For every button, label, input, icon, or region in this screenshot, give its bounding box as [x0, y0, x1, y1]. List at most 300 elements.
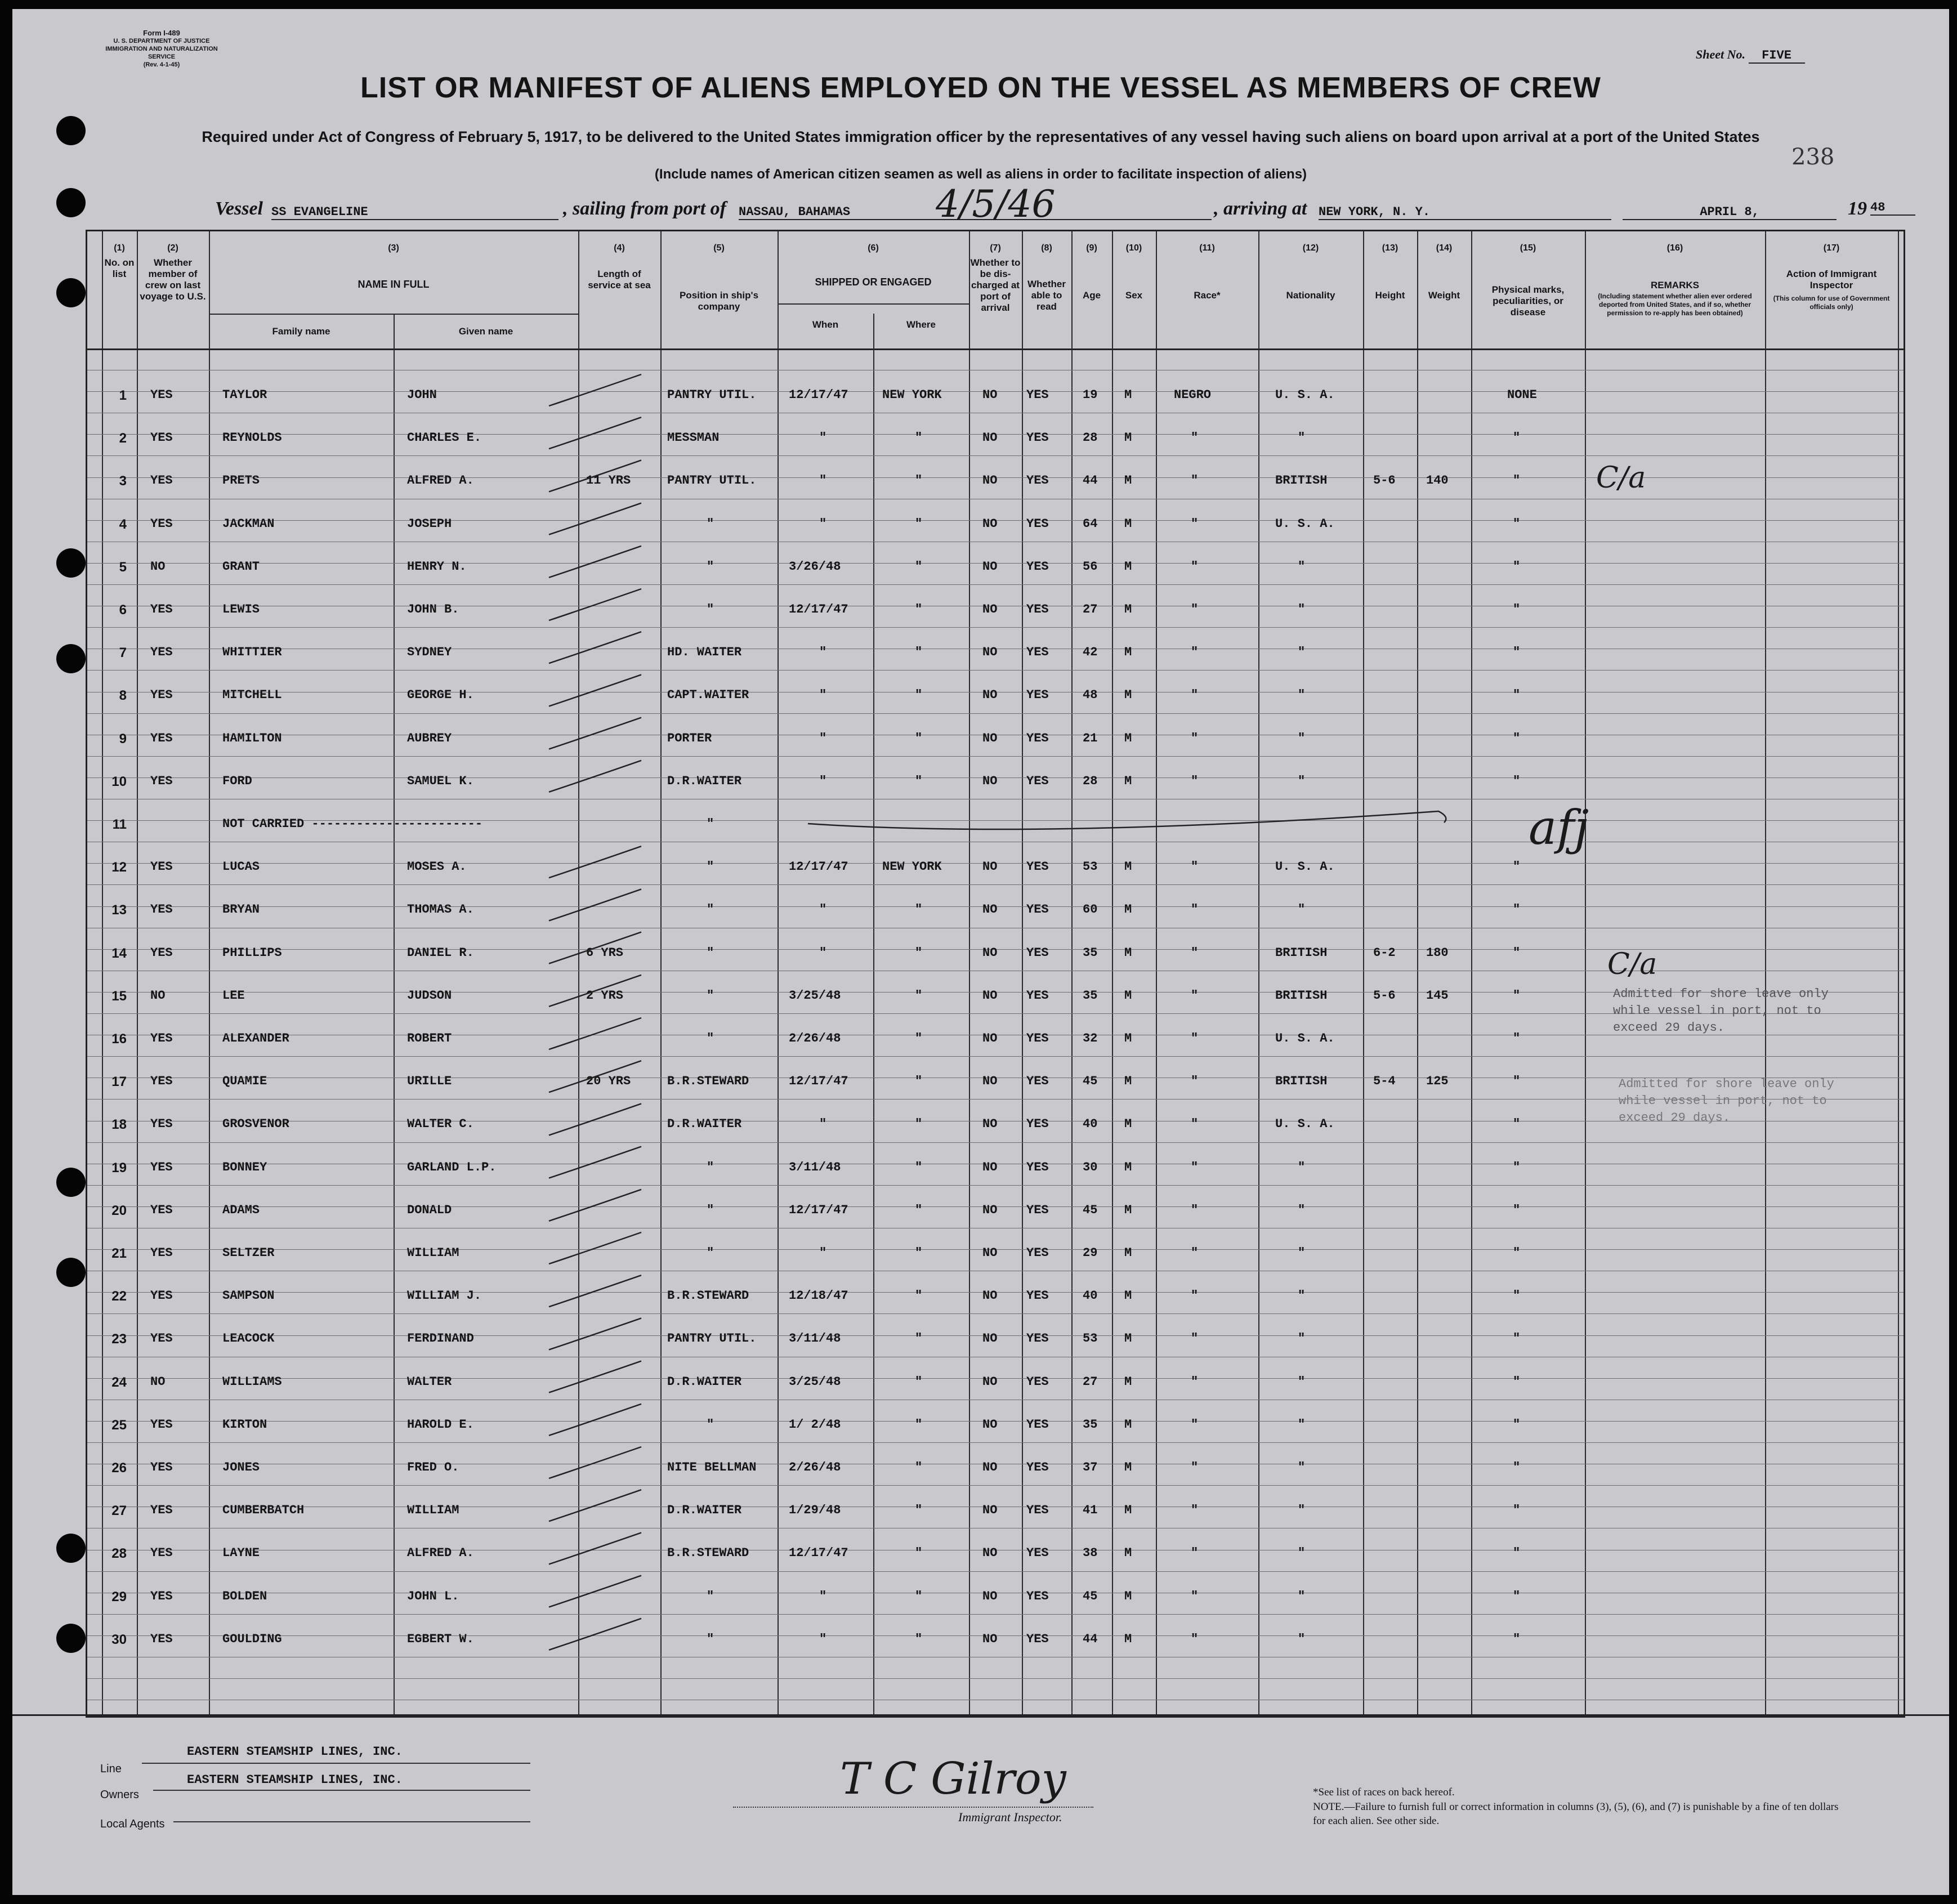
handwritten-ca-mark: C/a — [1596, 461, 1646, 495]
col-8-label: Whether able to read — [1027, 279, 1066, 312]
cell-crew: YES — [150, 902, 173, 917]
cell-crew: YES — [150, 1074, 173, 1089]
cell-where: NEW YORK — [882, 860, 942, 874]
cell-where: " — [915, 1117, 923, 1132]
cell-no: 29 — [111, 1589, 127, 1604]
cell-position: " — [707, 860, 714, 874]
cell-given: FRED O. — [407, 1460, 459, 1474]
cell-position: " — [707, 1203, 714, 1217]
handwritten-initials: afj — [1529, 800, 1589, 855]
not-carried-strike — [808, 811, 1446, 829]
cell-age: 28 — [1083, 774, 1098, 788]
cell-sex: M — [1124, 1160, 1132, 1174]
punch-hole — [56, 1258, 86, 1287]
col-17-number: (17) — [1823, 243, 1840, 253]
cell-race: " — [1191, 731, 1199, 745]
cell-sex: M — [1124, 431, 1132, 445]
cell-when: 12/17/47 — [789, 602, 848, 616]
cell-disch: NO — [982, 902, 998, 917]
col-16-number: (16) — [1666, 243, 1683, 253]
cell-disch: NO — [982, 473, 998, 488]
cell-family: SELTZER — [222, 1246, 275, 1260]
cell-age: 44 — [1083, 473, 1098, 488]
cell-nationality: " — [1298, 902, 1306, 917]
cell-where: " — [915, 731, 923, 745]
cell-family: GOULDING — [222, 1632, 282, 1646]
cell-nationality: " — [1298, 688, 1306, 703]
cell-position: " — [707, 945, 714, 960]
cell-where: " — [915, 645, 923, 660]
col-13-number: (13) — [1382, 243, 1399, 253]
cell-when: " — [819, 431, 827, 445]
service-tick — [549, 417, 641, 449]
cell-read: YES — [1026, 731, 1049, 745]
cell-position: " — [707, 1246, 714, 1260]
col-14-number: (14) — [1436, 243, 1453, 253]
year-prefix: 19 — [1848, 198, 1867, 219]
col-8-number: (8) — [1041, 243, 1052, 253]
cell-where: " — [915, 473, 923, 488]
cell-age: 40 — [1083, 1117, 1098, 1132]
cell-read: YES — [1026, 1289, 1049, 1303]
document-title: LIST OR MANIFEST OF ALIENS EMPLOYED ON THE VESSEL AS MEMBERS OF CREW — [360, 71, 1601, 104]
cell-when: 3/25/48 — [789, 1374, 841, 1389]
note-label: NOTE. — [1313, 1801, 1344, 1813]
cell-where: " — [915, 1374, 923, 1389]
cell-age: 27 — [1083, 1374, 1098, 1389]
cell-read: YES — [1026, 473, 1049, 488]
cell-where: " — [915, 1589, 923, 1603]
cell-marks: " — [1513, 688, 1521, 703]
cell-where: " — [915, 431, 923, 445]
col-9-label: Age — [1082, 290, 1101, 301]
cell-marks: " — [1513, 1203, 1521, 1217]
cell-family: KIRTON — [222, 1417, 267, 1432]
stamp-line: while vessel in port, not to — [1619, 1094, 1827, 1108]
punch-hole — [56, 1534, 86, 1563]
col-7-number: (7) — [990, 243, 1001, 253]
cell-age: 53 — [1083, 860, 1098, 874]
col-2-number: (2) — [167, 243, 178, 253]
cell-no: 1 — [119, 388, 127, 403]
col-3-label: NAME IN FULL — [358, 279, 430, 290]
cell-race: " — [1191, 559, 1199, 574]
cell-sex: M — [1124, 1246, 1132, 1260]
cell-race: " — [1191, 1589, 1199, 1603]
cell-nationality: " — [1298, 1160, 1306, 1174]
cell-race: NEGRO — [1174, 388, 1212, 402]
cell-age: 38 — [1083, 1546, 1098, 1561]
col-6-when: When — [812, 319, 839, 330]
cell-crew: YES — [150, 1503, 173, 1518]
cell-race: " — [1191, 431, 1199, 445]
cell-disch: NO — [982, 988, 998, 1003]
cell-when: " — [819, 1589, 827, 1603]
cell-position: D.R.WAITER — [667, 1374, 742, 1389]
agents-label: Local Agents — [100, 1818, 165, 1830]
cell-nationality: U. S. A. — [1275, 1117, 1335, 1132]
cell-sex: M — [1124, 688, 1132, 703]
cell-disch: NO — [982, 516, 998, 531]
cell-family: BONNEY — [222, 1160, 267, 1174]
cell-race: " — [1191, 1160, 1199, 1174]
cell-where: " — [915, 559, 923, 574]
cell-marks: " — [1513, 988, 1521, 1003]
stamp-line: Admitted for shore leave only — [1619, 1077, 1834, 1091]
cell-given: ROBERT — [407, 1031, 452, 1045]
cell-when: " — [819, 1246, 827, 1260]
cell-disch: NO — [982, 645, 998, 660]
cell-no: 30 — [111, 1632, 127, 1647]
cell-no: 7 — [119, 645, 127, 661]
cell-read: YES — [1026, 1203, 1049, 1217]
cell-read: YES — [1026, 1160, 1049, 1174]
cell-no: 28 — [111, 1546, 127, 1562]
cell-race: " — [1191, 1074, 1199, 1089]
cell-race: " — [1191, 1460, 1199, 1474]
document-subtitle: Required under Act of Congress of February 5, 1917, to be delivered to the United States immigration officer by the representatives of any vessel having such aliens on board upon arrival at a port of the United States — [202, 128, 1760, 145]
cell-age: 64 — [1083, 516, 1098, 531]
arrival-year: 48 — [1870, 200, 1915, 216]
shore-leave-stamp — [1613, 986, 1829, 1036]
cell-where: " — [915, 1289, 923, 1303]
cell-read: YES — [1026, 774, 1049, 788]
cell-position: NITE BELLMAN — [667, 1460, 757, 1474]
cell-nationality: " — [1298, 1331, 1306, 1346]
col-12-label: Nationality — [1286, 290, 1335, 301]
cell-when: " — [819, 516, 827, 531]
punch-hole — [56, 278, 86, 307]
cell-sex: M — [1124, 1632, 1132, 1646]
cell-disch: NO — [982, 1503, 998, 1518]
cell-where: " — [915, 774, 923, 788]
cell-where: " — [915, 688, 923, 703]
cell-when: 1/29/48 — [789, 1503, 841, 1518]
cell-no: 8 — [119, 688, 127, 704]
cell-read: YES — [1026, 860, 1049, 874]
cell-read: YES — [1026, 388, 1049, 402]
cell-position: " — [707, 902, 714, 917]
cell-age: 45 — [1083, 1589, 1098, 1603]
cell-when: 3/11/48 — [789, 1331, 841, 1346]
cell-marks: " — [1513, 1117, 1521, 1132]
cell-age: 35 — [1083, 988, 1098, 1003]
cell-nationality: " — [1298, 1203, 1306, 1217]
cell-crew: YES — [150, 1117, 173, 1132]
col-11-label: Race* — [1194, 290, 1221, 301]
cell-no: 21 — [111, 1246, 127, 1261]
cell-service: 20 YRS — [586, 1074, 631, 1089]
form-reference — [100, 29, 224, 69]
cell-crew: YES — [150, 602, 173, 616]
cell-marks: " — [1513, 1246, 1521, 1260]
cell-race: " — [1191, 688, 1199, 703]
cell-age: 30 — [1083, 1160, 1098, 1174]
manifest-sheet — [12, 9, 1949, 1895]
cell-read: YES — [1026, 1074, 1049, 1089]
service-tick — [549, 674, 641, 706]
form-number: Form I-489 — [143, 29, 180, 37]
cell-crew: YES — [150, 473, 173, 488]
cell-race: " — [1191, 1031, 1199, 1045]
cell-sex: M — [1124, 1289, 1132, 1303]
form-revision: (Rev. 4-1-45) — [143, 61, 180, 68]
cell-where: NEW YORK — [882, 388, 942, 402]
cell-position: " — [707, 559, 714, 574]
cell-read: YES — [1026, 431, 1049, 445]
cell-where: " — [915, 1632, 923, 1646]
cell-given: DONALD — [407, 1203, 452, 1217]
cell-disch: NO — [982, 1546, 998, 1561]
cell-no: 24 — [111, 1374, 127, 1390]
cell-marks: " — [1513, 945, 1521, 960]
service-tick — [549, 1361, 641, 1393]
cell-sex: M — [1124, 860, 1132, 874]
cell-race: " — [1191, 1117, 1199, 1132]
arrival-date: APRIL 8, — [1623, 205, 1837, 220]
cell-no: 11 — [112, 817, 127, 832]
cell-family: SAMPSON — [222, 1289, 275, 1303]
cell-race: " — [1191, 988, 1199, 1003]
cell-when: " — [819, 774, 827, 788]
cell-position: " — [707, 988, 714, 1003]
cell-race: " — [1191, 602, 1199, 616]
cell-sex: M — [1124, 388, 1132, 402]
col-3-family-name: Family name — [272, 326, 330, 337]
cell-no: 18 — [111, 1117, 127, 1133]
cell-family: JACKMAN — [222, 516, 275, 531]
cell-nationality: BRITISH — [1275, 1074, 1328, 1089]
document-instruction: (Include names of American citizen seamen as well as aliens in order to facilitate inspection of aliens) — [654, 167, 1307, 182]
cell-crew: YES — [150, 1546, 173, 1561]
cell-nationality: BRITISH — [1275, 473, 1328, 488]
cell-when: 12/18/47 — [789, 1289, 848, 1303]
cell-no: 20 — [111, 1203, 127, 1218]
cell-crew: YES — [150, 1160, 173, 1174]
cell-read: YES — [1026, 688, 1049, 703]
cell-when: 3/25/48 — [789, 988, 841, 1003]
cell-position: B.R.STEWARD — [667, 1074, 749, 1089]
col-9-number: (9) — [1086, 243, 1097, 253]
owners-value: EASTERN STEAMSHIP LINES, INC. — [187, 1773, 403, 1787]
cell-position: PANTRY UTIL. — [667, 473, 757, 488]
cell-where: " — [915, 1417, 923, 1432]
cell-when: " — [819, 688, 827, 703]
cell-given: WALTER — [407, 1374, 452, 1389]
cell-position: " — [707, 602, 714, 616]
cell-marks: " — [1513, 1632, 1521, 1646]
cell-disch: NO — [982, 688, 998, 703]
cell-where: " — [915, 988, 923, 1003]
cell-position: " — [707, 516, 714, 531]
col-14-label: Weight — [1428, 290, 1460, 301]
service-tick — [549, 1232, 641, 1264]
col-10-number: (10) — [1125, 243, 1142, 253]
cell-age: 21 — [1083, 731, 1098, 745]
cell-crew: YES — [150, 1031, 173, 1045]
cell-no: 5 — [119, 559, 127, 575]
cell-given: JUDSON — [407, 988, 452, 1003]
cell-disch: NO — [982, 945, 998, 960]
cell-disch: NO — [982, 1203, 998, 1217]
service-tick — [549, 932, 641, 964]
stamp-line: Admitted for shore leave only — [1613, 987, 1829, 1001]
cell-given: DANIEL R. — [407, 945, 474, 960]
cell-given: SYDNEY — [407, 645, 452, 660]
cell-race: " — [1191, 945, 1199, 960]
cell-crew: YES — [150, 431, 173, 445]
cell-when: 12/17/47 — [789, 1074, 848, 1089]
cell-given: WALTER C. — [407, 1117, 474, 1132]
departure-port: NASSAU, BAHAMAS — [739, 205, 1212, 220]
cell-crew: YES — [150, 860, 173, 874]
cell-nationality: " — [1298, 602, 1306, 616]
col-17-label: Action of Immigrant Inspector — [1786, 269, 1877, 290]
sailing-label: , sailing from port of — [563, 198, 726, 219]
cell-disch: NO — [982, 860, 998, 874]
service-tick — [549, 546, 641, 578]
cell-family: HAMILTON — [222, 731, 282, 745]
cell-nationality: BRITISH — [1275, 945, 1328, 960]
cell-disch: NO — [982, 774, 998, 788]
cell-disch: NO — [982, 388, 998, 402]
cell-disch: NO — [982, 1031, 998, 1045]
cell-position: " — [707, 1417, 714, 1432]
cell-disch: NO — [982, 602, 998, 616]
cell-no: 19 — [111, 1160, 127, 1176]
cell-no: 15 — [111, 988, 127, 1004]
cell-no: 12 — [111, 860, 127, 875]
cell-given: GEORGE H. — [407, 688, 474, 703]
service-tick — [549, 1576, 641, 1607]
line-value: EASTERN STEAMSHIP LINES, INC. — [187, 1745, 403, 1759]
cell-given: MOSES A. — [407, 860, 467, 874]
cell-given: GARLAND L.P. — [407, 1160, 497, 1174]
crew-manifest-table — [86, 230, 1905, 1718]
cell-marks: " — [1513, 645, 1521, 660]
col-13-label: Height — [1375, 290, 1405, 301]
cell-no: 10 — [111, 774, 127, 789]
sheet-number-value: FIVE — [1749, 48, 1805, 64]
cell-weight: 180 — [1426, 945, 1449, 960]
punch-hole — [56, 1624, 86, 1653]
cell-given: WILLIAM J. — [407, 1289, 482, 1303]
cell-where: " — [915, 1160, 923, 1174]
cell-nationality: " — [1298, 1632, 1306, 1646]
cell-sex: M — [1124, 1546, 1132, 1561]
cell-family: PHILLIPS — [222, 945, 282, 960]
service-tick — [549, 632, 641, 663]
cell-when: " — [819, 645, 827, 660]
cell-sex: M — [1124, 1374, 1132, 1389]
cell-crew: YES — [150, 645, 173, 660]
col-16-note: (Including statement whether alien ever ordered deported from United States, and if so, whether permission to re-apply has been obtained) — [1598, 292, 1752, 317]
cell-where: " — [915, 516, 923, 531]
cell-where: " — [915, 1246, 923, 1260]
cell-race: " — [1191, 1417, 1199, 1432]
cell-race: " — [1191, 1632, 1199, 1646]
cell-disch: NO — [982, 1246, 998, 1260]
manifest-footer — [12, 1714, 1949, 1895]
cell-when: 12/17/47 — [789, 388, 848, 402]
service-tick — [549, 1275, 641, 1307]
cell-family: REYNOLDS — [222, 431, 282, 445]
cell-when: " — [819, 945, 827, 960]
service-tick — [549, 1490, 641, 1521]
cell-family: ADAMS — [222, 1203, 260, 1217]
form-department: U. S. DEPARTMENT OF JUSTICE — [113, 38, 210, 44]
col-15-number: (15) — [1520, 243, 1536, 253]
cell-where: " — [915, 1460, 923, 1474]
inspector-signature: T C Gilroy — [840, 1754, 1066, 1804]
cell-family: LUCAS — [222, 860, 260, 874]
cell-when: 12/17/47 — [789, 1203, 848, 1217]
cell-no: 27 — [111, 1503, 127, 1519]
cell-when: 3/26/48 — [789, 559, 841, 574]
cell-age: 44 — [1083, 1632, 1098, 1646]
handwritten-date: 4/5/46 — [936, 182, 1056, 226]
cell-sex: M — [1124, 988, 1132, 1003]
cell-disch: NO — [982, 431, 998, 445]
cell-nationality: " — [1298, 1246, 1306, 1260]
cell-given: JOHN L. — [407, 1589, 459, 1603]
cell-when: " — [819, 1117, 827, 1132]
cell-when: " — [819, 902, 827, 917]
cell-no: 17 — [111, 1074, 127, 1090]
cell-race: " — [1191, 645, 1199, 660]
cell-race: " — [1191, 860, 1199, 874]
cell-family: CUMBERBATCH — [222, 1503, 305, 1518]
col-7-label: Whether to be dis-charged at port of arrival — [970, 257, 1021, 313]
cell-marks: NONE — [1507, 388, 1537, 402]
service-tick — [549, 1318, 641, 1349]
cell-crew: YES — [150, 1417, 173, 1432]
service-tick — [549, 1532, 641, 1564]
service-tick — [549, 1447, 641, 1478]
cell-family: TAYLOR — [222, 388, 267, 402]
cell-sex: M — [1124, 645, 1132, 660]
cell-read: YES — [1026, 1460, 1049, 1474]
cell-read: YES — [1026, 516, 1049, 531]
cell-weight: 145 — [1426, 988, 1449, 1003]
col-5-number: (5) — [713, 243, 725, 253]
cell-disch: NO — [982, 1374, 998, 1389]
cell-where: " — [915, 902, 923, 917]
cell-position: CAPT.WAITER — [667, 688, 749, 703]
cell-marks: " — [1513, 431, 1521, 445]
cell-sex: M — [1124, 602, 1132, 616]
cell-sex: M — [1124, 1589, 1132, 1603]
cell-sex: M — [1124, 774, 1132, 788]
cell-family: LEACOCK — [222, 1331, 275, 1346]
handwritten-page-number: 238 — [1791, 144, 1835, 170]
cell-position: " — [707, 1031, 714, 1045]
punch-hole — [56, 116, 86, 145]
col-10-label: Sex — [1125, 290, 1143, 301]
cell-race: " — [1191, 1546, 1199, 1561]
cell-disch: NO — [982, 1460, 998, 1474]
sheet-number — [1696, 47, 1805, 64]
cell-family: MITCHELL — [222, 688, 282, 703]
cell-disch: NO — [982, 1331, 998, 1346]
cell-service: 2 YRS — [586, 988, 624, 1003]
service-tick — [549, 1103, 641, 1135]
punch-hole — [56, 1168, 86, 1197]
cell-marks: " — [1513, 602, 1521, 616]
cell-disch: NO — [982, 559, 998, 574]
cell-position: " — [707, 1632, 714, 1646]
cell-race: " — [1191, 1246, 1199, 1260]
